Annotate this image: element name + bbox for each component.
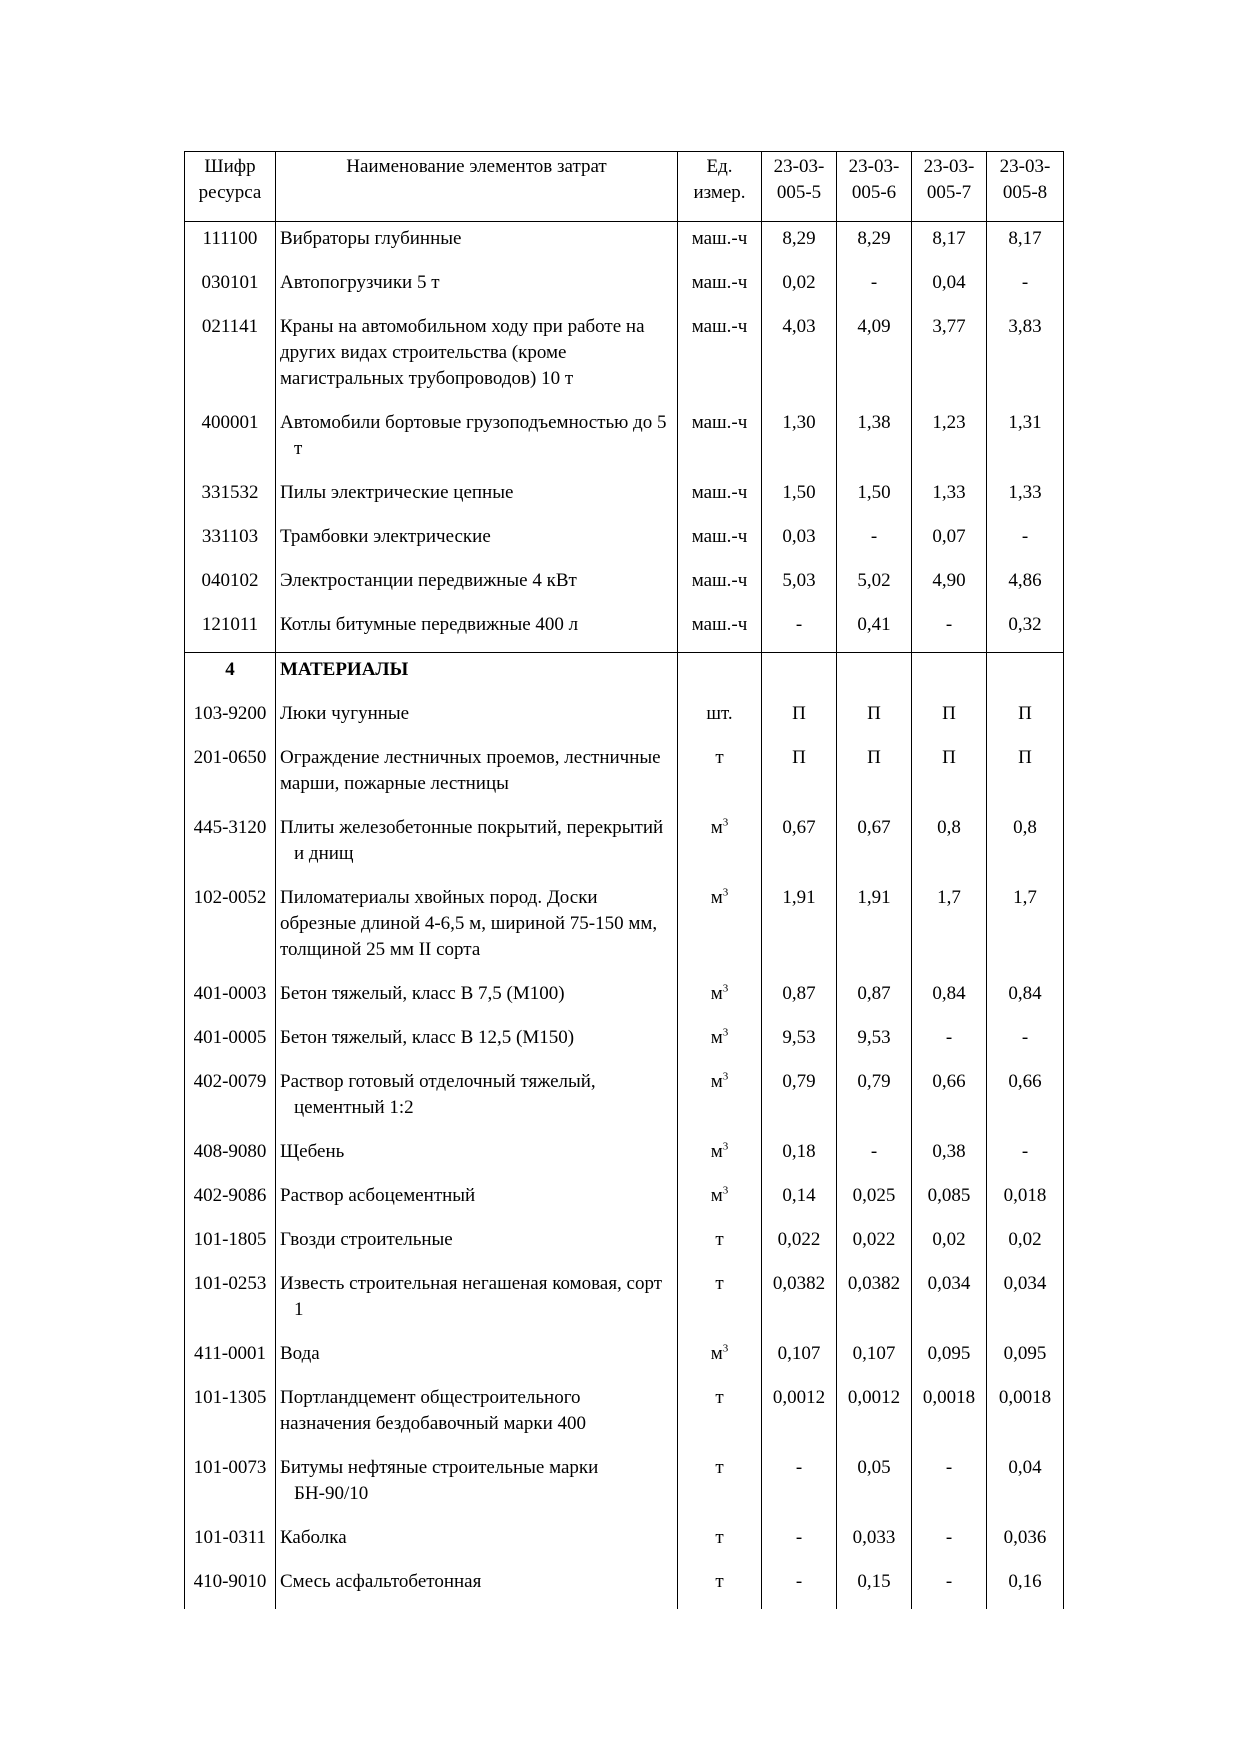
header-col-4-line1: 23-03-	[999, 156, 1051, 177]
table-row	[185, 1337, 1064, 1381]
resource-code: 445-3120	[185, 811, 276, 881]
resource-unit	[678, 608, 762, 653]
table-row	[185, 1223, 1064, 1267]
value-col-3: 0,07	[912, 520, 987, 564]
resource-name-text: Ограждение лестничных проемов, лестничные марши, пожарные лестницы	[280, 747, 661, 794]
value-col-3: П	[912, 697, 987, 741]
value-col-2: 0,15	[837, 1565, 912, 1609]
unit-text: м	[710, 1343, 723, 1364]
header-name: Наименование элементов затрат	[276, 152, 678, 222]
value-col-4: 1,7	[987, 881, 1064, 977]
resource-name-text: Бетон тяжелый, класс В 7,5 (М100)	[280, 983, 565, 1004]
resource-unit	[678, 741, 762, 811]
resource-code: 101-1305	[185, 1381, 276, 1451]
resource-unit	[678, 564, 762, 608]
unit-text: м	[710, 983, 723, 1004]
value-col-1: 0,022	[762, 1223, 837, 1267]
resource-unit	[678, 1337, 762, 1381]
unit-text: м	[710, 1141, 723, 1162]
resource-name	[276, 266, 678, 310]
value-col-2: 0,033	[837, 1521, 912, 1565]
value-col-3: 3,77	[912, 310, 987, 406]
resource-code: 402-9086	[185, 1179, 276, 1223]
value-col-3: 8,17	[912, 222, 987, 267]
value-col-3: -	[912, 1565, 987, 1609]
value-col-1: 1,30	[762, 406, 837, 476]
resource-code: 103-9200	[185, 697, 276, 741]
value-col-1: 4,03	[762, 310, 837, 406]
value-col-2: 5,02	[837, 564, 912, 608]
value-col-2: 0,41	[837, 608, 912, 653]
table-row	[185, 881, 1064, 977]
unit-text: маш.-ч	[691, 570, 748, 591]
resource-name	[276, 1451, 678, 1521]
header-col-3	[912, 152, 987, 222]
section-empty-cell	[837, 653, 912, 698]
value-col-4: 0,02	[987, 1223, 1064, 1267]
unit-text: м	[710, 1185, 723, 1206]
value-col-4: -	[987, 266, 1064, 310]
header-col-3-line2: 005-7	[926, 182, 972, 203]
value-col-3: П	[912, 741, 987, 811]
resource-code: 411-0001	[185, 1337, 276, 1381]
resource-unit	[678, 310, 762, 406]
value-col-2: П	[837, 741, 912, 811]
resource-name-text: Электростанции передвижные 4 кВт	[280, 570, 577, 591]
table-row	[185, 1381, 1064, 1451]
resource-unit	[678, 977, 762, 1021]
resource-unit	[678, 1065, 762, 1135]
resource-name-text: Автопогрузчики 5 т	[280, 272, 440, 293]
table-row	[185, 1451, 1064, 1521]
resource-unit	[678, 1451, 762, 1521]
unit-text: маш.-ч	[691, 482, 748, 503]
unit-superscript: 3	[722, 1184, 729, 1197]
resource-unit	[678, 1565, 762, 1609]
resource-unit	[678, 1381, 762, 1451]
unit-superscript: 3	[722, 816, 729, 829]
resource-name-text: Раствор асбоцементный	[280, 1185, 476, 1206]
resource-name-text: Известь строительная негашеная комовая, сорт 1	[280, 1273, 663, 1320]
resource-name	[276, 741, 678, 811]
value-col-4: П	[987, 697, 1064, 741]
table-body	[185, 222, 1064, 1610]
value-col-2: 0,67	[837, 811, 912, 881]
unit-text: т	[715, 1571, 724, 1592]
unit-text: шт.	[706, 703, 733, 724]
value-col-4: -	[987, 1021, 1064, 1065]
value-col-3: 1,7	[912, 881, 987, 977]
resource-name	[276, 1337, 678, 1381]
value-col-4: 3,83	[987, 310, 1064, 406]
value-col-2: 0,107	[837, 1337, 912, 1381]
table-row	[185, 977, 1064, 1021]
value-col-2: 8,29	[837, 222, 912, 267]
header-col-1	[762, 152, 837, 222]
value-col-3: -	[912, 1521, 987, 1565]
unit-text: м	[710, 1027, 723, 1048]
header-unit	[678, 152, 762, 222]
value-col-4: 8,17	[987, 222, 1064, 267]
unit-superscript: 3	[722, 1140, 729, 1153]
value-col-2: -	[837, 266, 912, 310]
resource-name-text: Люки чугунные	[280, 703, 410, 724]
value-col-1: 0,0012	[762, 1381, 837, 1451]
table-row	[185, 406, 1064, 476]
resource-unit	[678, 1135, 762, 1179]
value-col-4: -	[987, 520, 1064, 564]
resource-name-text: Гвозди строительные	[280, 1229, 453, 1250]
unit-superscript: 3	[722, 1070, 729, 1083]
unit-superscript: 3	[722, 1026, 729, 1039]
header-code-line1: Шифр	[204, 156, 256, 177]
resource-code: 402-0079	[185, 1065, 276, 1135]
resource-name	[276, 406, 678, 476]
resource-code: 030101	[185, 266, 276, 310]
resource-name-text: Котлы битумные передвижные 400 л	[280, 614, 579, 635]
resource-unit	[678, 520, 762, 564]
value-col-4: 0,095	[987, 1337, 1064, 1381]
value-col-1: -	[762, 608, 837, 653]
resource-code: 021141	[185, 310, 276, 406]
value-col-4: П	[987, 741, 1064, 811]
value-col-1: 0,87	[762, 977, 837, 1021]
resource-name	[276, 1223, 678, 1267]
header-code	[185, 152, 276, 222]
table-row	[185, 310, 1064, 406]
resource-name	[276, 811, 678, 881]
value-col-2: П	[837, 697, 912, 741]
table-row	[185, 222, 1064, 267]
resource-name-text: Автомобили бортовые грузоподъемностью до 5 т	[280, 412, 667, 459]
table-row	[185, 476, 1064, 520]
value-col-2: 1,91	[837, 881, 912, 977]
resource-code: 111100	[185, 222, 276, 267]
resource-name	[276, 977, 678, 1021]
value-col-2: 0,0012	[837, 1381, 912, 1451]
value-col-1: 0,107	[762, 1337, 837, 1381]
header-col-1-line1: 23-03-	[773, 156, 825, 177]
resource-code: 331103	[185, 520, 276, 564]
section-empty-cell	[678, 653, 762, 698]
resource-unit	[678, 881, 762, 977]
value-col-4: 0,018	[987, 1179, 1064, 1223]
header-col-3-line1: 23-03-	[923, 156, 975, 177]
resource-name-text: Каболка	[280, 1527, 347, 1548]
section-title: МАТЕРИАЛЫ	[276, 653, 678, 698]
unit-text: т	[715, 1273, 724, 1294]
value-col-4: 0,32	[987, 608, 1064, 653]
header-col-4-line2: 005-8	[1002, 182, 1048, 203]
header-code-line2: ресурса	[198, 182, 262, 203]
resource-name	[276, 1565, 678, 1609]
value-col-1: -	[762, 1451, 837, 1521]
value-col-2: 1,38	[837, 406, 912, 476]
value-col-1: 0,79	[762, 1065, 837, 1135]
resource-code: 410-9010	[185, 1565, 276, 1609]
value-col-2: 0,79	[837, 1065, 912, 1135]
resource-unit	[678, 266, 762, 310]
resource-unit	[678, 476, 762, 520]
header-col-2-line1: 23-03-	[848, 156, 900, 177]
resource-code: 331532	[185, 476, 276, 520]
value-col-1: -	[762, 1521, 837, 1565]
resource-name-text: Вибраторы глубинные	[280, 228, 462, 249]
header-col-1-line2: 005-5	[776, 182, 822, 203]
value-col-3: 0,8	[912, 811, 987, 881]
value-col-1: 1,91	[762, 881, 837, 977]
table-row	[185, 1521, 1064, 1565]
value-col-4: -	[987, 1135, 1064, 1179]
section-empty-cell	[912, 653, 987, 698]
value-col-4: 0,036	[987, 1521, 1064, 1565]
unit-text: маш.-ч	[691, 316, 748, 337]
resource-name-text: Пиломатериалы хвойных пород. Доски обрезные длиной 4-6,5 м, шириной 75-150 мм, толщиной 25 мм II сорта	[280, 887, 658, 960]
resource-code: 101-1805	[185, 1223, 276, 1267]
value-col-4: 0,04	[987, 1451, 1064, 1521]
value-col-3: 0,84	[912, 977, 987, 1021]
unit-text: маш.-ч	[691, 412, 748, 433]
value-col-3: -	[912, 1451, 987, 1521]
value-col-3: 0,04	[912, 266, 987, 310]
unit-text: маш.-ч	[691, 526, 748, 547]
value-col-3: 0,38	[912, 1135, 987, 1179]
resource-name-text: Битумы нефтяные строительные марки БН-90/10	[280, 1457, 599, 1504]
resource-code: 201-0650	[185, 741, 276, 811]
value-col-3: 0,085	[912, 1179, 987, 1223]
table-row	[185, 811, 1064, 881]
value-col-3: 1,33	[912, 476, 987, 520]
value-col-1: 5,03	[762, 564, 837, 608]
value-col-2: 0,025	[837, 1179, 912, 1223]
resource-name	[276, 1381, 678, 1451]
value-col-3: 0,02	[912, 1223, 987, 1267]
resource-unit	[678, 222, 762, 267]
value-col-4: 1,33	[987, 476, 1064, 520]
resource-unit	[678, 1223, 762, 1267]
resource-code: 121011	[185, 608, 276, 653]
unit-text: м	[710, 817, 723, 838]
value-col-4: 0,034	[987, 1267, 1064, 1337]
table-row	[185, 1065, 1064, 1135]
resource-name-text: Смесь асфальтобетонная	[280, 1571, 482, 1592]
unit-text: м	[710, 1071, 723, 1092]
value-col-4: 0,0018	[987, 1381, 1064, 1451]
value-col-2: 0,87	[837, 977, 912, 1021]
header-col-4	[987, 152, 1064, 222]
header-unit-line1: Ед.	[706, 156, 733, 177]
section-empty-cell	[987, 653, 1064, 698]
resource-name-text: Трамбовки электрические	[280, 526, 491, 547]
value-col-2: 0,022	[837, 1223, 912, 1267]
table-row	[185, 520, 1064, 564]
value-col-3: 0,66	[912, 1065, 987, 1135]
resource-name-text: Пилы электрические цепные	[280, 482, 514, 503]
resource-code: 101-0253	[185, 1267, 276, 1337]
resource-name	[276, 881, 678, 977]
value-col-1: 0,03	[762, 520, 837, 564]
value-col-2: -	[837, 520, 912, 564]
resource-unit	[678, 1267, 762, 1337]
resource-name-text: Плиты железобетонные покрытий, перекрытий и днищ	[280, 817, 664, 864]
value-col-2: 0,05	[837, 1451, 912, 1521]
value-col-3: 4,90	[912, 564, 987, 608]
value-col-2: 9,53	[837, 1021, 912, 1065]
unit-text: т	[715, 1527, 724, 1548]
table-row	[185, 1179, 1064, 1223]
value-col-1: 9,53	[762, 1021, 837, 1065]
value-col-4: 0,66	[987, 1065, 1064, 1135]
resource-name	[276, 1521, 678, 1565]
header-col-2-line2: 005-6	[851, 182, 897, 203]
resource-name	[276, 1267, 678, 1337]
table-row	[185, 1267, 1064, 1337]
unit-superscript: 3	[722, 982, 729, 995]
resource-name-text: Бетон тяжелый, класс В 12,5 (М150)	[280, 1027, 575, 1048]
value-col-3: 1,23	[912, 406, 987, 476]
resource-name-text: Раствор готовый отделочный тяжелый, цементный 1:2	[280, 1071, 596, 1118]
resource-name	[276, 697, 678, 741]
resource-name	[276, 1135, 678, 1179]
resource-unit	[678, 1521, 762, 1565]
resource-unit	[678, 406, 762, 476]
unit-text: маш.-ч	[691, 228, 748, 249]
value-col-4: 4,86	[987, 564, 1064, 608]
value-col-1: -	[762, 1565, 837, 1609]
table-row	[185, 697, 1064, 741]
resource-name	[276, 222, 678, 267]
section-row	[185, 653, 1064, 698]
value-col-1: П	[762, 741, 837, 811]
value-col-1: 1,50	[762, 476, 837, 520]
section-number: 4	[185, 653, 276, 698]
unit-text: т	[715, 1387, 724, 1408]
resource-code: 102-0052	[185, 881, 276, 977]
resource-unit	[678, 811, 762, 881]
table-row	[185, 266, 1064, 310]
value-col-2: 1,50	[837, 476, 912, 520]
resource-name	[276, 1065, 678, 1135]
value-col-4: 0,8	[987, 811, 1064, 881]
resource-table-page	[184, 151, 1063, 1609]
value-col-2: 4,09	[837, 310, 912, 406]
table-row	[185, 1135, 1064, 1179]
value-col-1: 0,18	[762, 1135, 837, 1179]
resource-code: 408-9080	[185, 1135, 276, 1179]
unit-superscript: 3	[722, 886, 729, 899]
table-header	[185, 152, 1064, 222]
value-col-3: 0,0018	[912, 1381, 987, 1451]
value-col-3: -	[912, 1021, 987, 1065]
resource-name	[276, 476, 678, 520]
value-col-1: 0,02	[762, 266, 837, 310]
value-col-4: 1,31	[987, 406, 1064, 476]
value-col-4: 0,16	[987, 1565, 1064, 1609]
table-row	[185, 1021, 1064, 1065]
resource-code: 400001	[185, 406, 276, 476]
value-col-1: 0,0382	[762, 1267, 837, 1337]
resource-code: 401-0003	[185, 977, 276, 1021]
value-col-1: 0,14	[762, 1179, 837, 1223]
header-col-2	[837, 152, 912, 222]
unit-text: т	[715, 1229, 724, 1250]
unit-text: м	[710, 887, 723, 908]
value-col-3: 0,095	[912, 1337, 987, 1381]
resource-name-text: Щебень	[280, 1141, 345, 1162]
value-col-4: 0,84	[987, 977, 1064, 1021]
resource-code: 101-0311	[185, 1521, 276, 1565]
resource-table	[184, 151, 1064, 1609]
resource-name-text: Портландцемент общестроительного назначения бездобавочный марки 400	[280, 1387, 587, 1434]
value-col-2: 0,0382	[837, 1267, 912, 1337]
resource-unit	[678, 697, 762, 741]
value-col-1: 0,67	[762, 811, 837, 881]
value-col-1: П	[762, 697, 837, 741]
resource-code: 101-0073	[185, 1451, 276, 1521]
unit-text: т	[715, 747, 724, 768]
resource-name	[276, 564, 678, 608]
value-col-1: 8,29	[762, 222, 837, 267]
table-row	[185, 608, 1064, 653]
resource-unit	[678, 1021, 762, 1065]
section-empty-cell	[762, 653, 837, 698]
resource-unit	[678, 1179, 762, 1223]
unit-text: маш.-ч	[691, 272, 748, 293]
resource-code: 040102	[185, 564, 276, 608]
value-col-3: -	[912, 608, 987, 653]
resource-name-text: Вода	[280, 1343, 320, 1364]
table-row	[185, 741, 1064, 811]
unit-superscript: 3	[722, 1342, 729, 1355]
resource-name-text: Краны на автомобильном ходу при работе на других видах строительства (кроме магистральных трубопроводов) 10 т	[280, 316, 645, 389]
table-row	[185, 1565, 1064, 1609]
table-row	[185, 564, 1064, 608]
resource-name	[276, 608, 678, 653]
value-col-2: -	[837, 1135, 912, 1179]
header-unit-line2: измер.	[693, 182, 746, 203]
resource-name	[276, 310, 678, 406]
resource-name	[276, 1021, 678, 1065]
resource-name	[276, 1179, 678, 1223]
unit-text: маш.-ч	[691, 614, 748, 635]
value-col-3: 0,034	[912, 1267, 987, 1337]
resource-name	[276, 520, 678, 564]
unit-text: т	[715, 1457, 724, 1478]
resource-code: 401-0005	[185, 1021, 276, 1065]
